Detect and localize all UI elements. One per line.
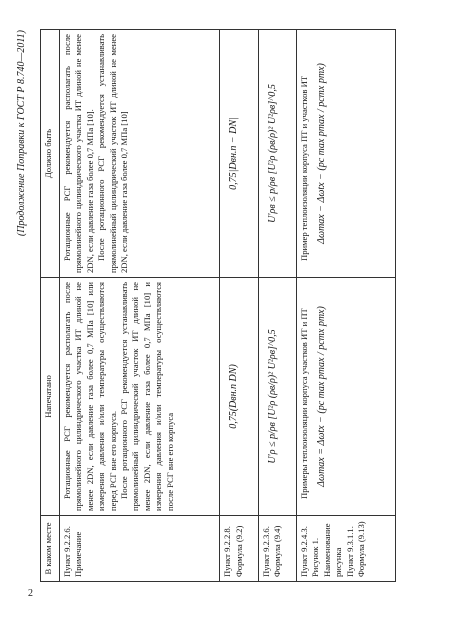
page-number: 2 [28, 588, 33, 599]
cell-printed [60, 278, 220, 516]
header-should-be: Должно быть [41, 30, 60, 278]
where-line: Пункт 9.2.2.6. [62, 526, 72, 577]
table-header-row [41, 30, 60, 582]
cell-printed [258, 278, 296, 516]
cell-should-be [60, 30, 220, 278]
where-line: Примечание [73, 531, 84, 577]
where-line: Формула (9.13) [356, 521, 367, 577]
where-line: Формула (9.2) [233, 525, 244, 577]
table-row [220, 30, 258, 582]
table-row [297, 30, 396, 582]
cell-should-be [297, 30, 396, 278]
cell-should-be [258, 30, 296, 278]
printed-caption: Примеры теплоизоляции корпуса участков ИТ и ПТ [299, 308, 310, 499]
cell-where [220, 516, 258, 582]
should-be-formula-9-2: 0,75|Dвн.n − DN| [228, 117, 240, 190]
where-line: Пункт 9.3.1.1. [344, 526, 355, 577]
should-be-formula-9-4: U'ρв ≤ p/ρв [U²ρ (ρв/ρ)² U²ρв]^0,5 [266, 84, 278, 223]
cell-where [258, 516, 296, 582]
table-row [60, 30, 220, 582]
where-line: Пункт 9.2.3.6. [260, 526, 271, 577]
continuation-header: (Продолжение Поправки к ГОСТ Р 8.740—2011) [16, 30, 27, 237]
cell-printed [297, 278, 396, 516]
printed-paragraph: Ротационные РСГ рекомендуется располагать после прямолинейного цилиндрического участка ИТ длиной не менее 2DN, если давление газа более 0,7 МПа [10] или измерения давления и/или температуры осуществляются перед РСГ вне его корпуса. [62, 282, 118, 511]
where-line: Пункт 9.2.4.3. [299, 526, 310, 577]
header-where: В каком месте [41, 516, 60, 582]
should-be-caption: Пример теплоизоляции корпуса ПТ и участков ИТ [299, 75, 310, 261]
printed-formula-9-2: 0,75(Dвн.n DN) [228, 364, 240, 429]
amendment-table [40, 29, 396, 582]
cell-where [60, 516, 220, 582]
should-be-formula-9-13: Δωmax − Δωtx − (pc max pmax / pcтx pтх) [316, 63, 328, 244]
cell-printed [220, 278, 258, 516]
cell-should-be [220, 30, 258, 278]
printed-formula-9-4: U'ρ ≤ p/ρв [U²ρ (ρв/ρ)² U²ρв]^0,5 [266, 329, 278, 464]
header-printed: Напечатано [41, 278, 60, 516]
cell-where [297, 516, 396, 582]
rotated-page-content [16, 30, 396, 582]
where-line: Пункт 9.2.2.8. [222, 526, 233, 577]
where-line: Формула (9.4) [272, 525, 283, 577]
table-row [258, 30, 296, 582]
should-be-paragraph: Ротационные РСГ рекомендуется располагать после прямолинейного цилиндрического участка ИТ длиной не менее 2DN, если давление газа более 0,7 МПа [10]. [62, 34, 95, 273]
should-be-paragraph: После ротационного РСГ рекомендуется устанавливать прямолинейный цилиндрический участок ИТ длиной не менее 2DN, если давление газа более 0,7 МПа [10] [96, 34, 130, 273]
printed-formula-9-13: Δωmax = Δωtx − (pc max pmax / pcтx pтх) [316, 306, 328, 487]
where-line: Рисунок 1. Наименование рисунка [310, 523, 344, 577]
printed-paragraph: После ротационного РСГ рекомендуется устанавливать прямолинейный цилиндрический участок ИТ длиной не менее 2DN, если давление газа более 0,7 МПа [10] и измерения давления и/или температуры осуществляются после РСГ вне его корпуса [119, 282, 175, 511]
